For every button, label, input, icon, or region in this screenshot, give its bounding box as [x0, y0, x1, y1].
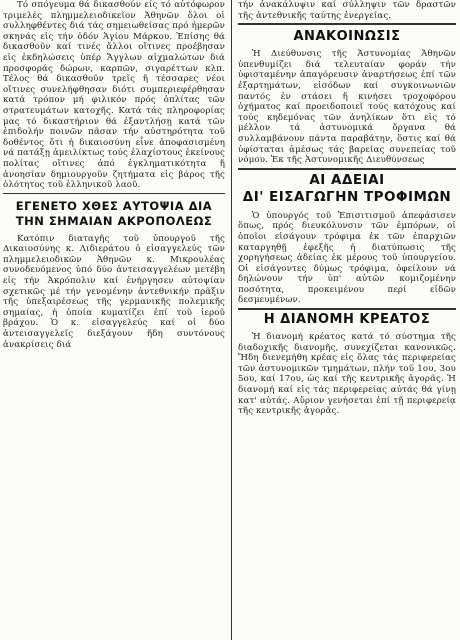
- meat-distribution-text: Ἡ διανομή κρέατος κατά τό σύστημα τῆς διαδοχικῆς διανομῆς, συνεχίζεται κανονικῶς. Ἤδη διενεμήθη κρέας εἰς ὅλας τάς περιφερείας τῶν ἀστυνομικῶν τμημάτων, πλήν τοῦ 1ου, 3ου 5ου, καί 17ου, ὡς καί τῆς κεντρικῆς ἀγορᾶς. Ἡ διανομή καί εἰς τάς περιφερείας αὐτάς θά γίνῃ κατ' αὐτάς. Αὔριον γενήσεται ἐπί τῇ περιφερείᾳ τῆς κεντρικῆς ἀγορᾶς.: [238, 332, 456, 417]
- food-import-headline-line2: ΔΙ' ΕΙΣΑΓΩΓΗΝ ΤΡΟΦΙΜΩΝ: [242, 188, 452, 205]
- column-divider: [231, 0, 232, 640]
- left-column: [3, 0, 225, 640]
- acropolis-flag-text: Κατόπιν διαταγῆς τοῦ ὑπουργοῦ τῆς Δικαιοσύνης κ. Λιδιεράτου ὁ εἰσαγγελεύς τῶν πλημμελειοδικῶν Ἀθηνῶν κ. Μικρουλέας συνοδευόμενος ὑπό δύο ἀντεισαγγελέων μετέβη εἰς τήν Ἀκρόπολιν καί ἐνήργησεν αὐτοψίαν σχετικῶς μέ τήν γενομένην ἀντεθνικήν πρᾶξιν τῆς ὑπεξαιρέσεως τῆς γερμανικῆς πολεμικῆς σημαίας, ἡ ὁποία κυματίζει ἐπί τοῦ ἱεροῦ βράχου. Ὁ κ. εἰσαγγελεύς καί οἱ δύο ἀντεισαγγελεῖς διεξάγουν ἤδη συντόνους ἀνακρίσεις διά: [3, 233, 225, 350]
- food-import-headline-line1: ΑΙ ΑΔΕΙΑΙ: [309, 171, 385, 188]
- section-divider: [238, 168, 456, 170]
- announcement-headline: ΑΝΑΚΟΙΝΩΣΙΣ: [293, 29, 401, 45]
- section-divider: [238, 23, 456, 25]
- food-import-headline: [238, 172, 456, 206]
- article-continuation-text: τήν ἀνακάλυψιν καί σύλληψιν τῶν δραστῶν τῆς ἀντεθνικῆς ταύτης ἐνεργείας.: [238, 0, 456, 21]
- section-divider: [3, 193, 225, 194]
- acropolis-flag-headline: ΕΓΕΝΕΤΟ ΧΘΕΣ ΑΥΤΟΨΙΑ ΔΙΑ ΤΗΝ ΣΗΜΑΙΑΝ ΑΚΡΟΠΟΛΕΩΣ: [15, 198, 213, 228]
- article-trial-text: Τό σπόγευμα θά δικασθούν είς τό αὐτόφωρον τριμελές πλημμελειοδικεῖον Ἀθηνῶν ὅλοι οἱ συλληφθέντες διά τάς σημειωθείσας πρό ἡμερῶν σκηνάς εἰς τήν ὁδόν Ἁγίου Μάρκου. Ἐπίσης θά δικασθοῦν καί τινές ἄλλοι οἵτινες προέβησαν εἰς ἐκδηλώσεις ὑπέρ Ἄγγλων αἰχμαλώτων διά προσφοράς δώρων, καρπῶν, σιγαρέττων κλπ. Τέλος θά δικασθοῦν τρεῖς ἤ τέσσαρες νέοι οἵτινες συνελήφθησαν διότι συμπεριεφέρθησαν κατά τρόπον μή φιλικόν πρός ὁπλίτας τῶν στρατευμάτων κατοχῆς. Κατά τάς πληροφορίας μας τό δικαστήριον θά ἐξαντλήσῃ κατά τῶν ἐπιδολήν ποινῶν πᾶσαν τήν αὐστηρότητα τοῦ δοθέντος ὅτι ἡ δικαιοσύνη εἶνε ἀποφασισμένη νά πατάξῃ ἀμειλίκτως τούς ἐλαχίστους ἐκείνους πολίτας οἵτινες ἀπό ἐγκληματικότητα ἤ ἀνοησίαν δημιουργοῦν ζητήματα εἰς βάρος τῆς ὁλότητος τοῦ ἑλληνικοῦ λαοῦ.: [3, 0, 225, 191]
- meat-distribution-headline: Η ΔΙΑΝΟΜΗ ΚΡΕΑΤΟΣ: [263, 312, 431, 328]
- right-column: [238, 0, 456, 640]
- section-divider: [238, 308, 456, 310]
- announcement-text: Ἡ Διεύθυνσις τῆς Ἀστυνομίας Ἀθηνῶν ὑπενθυμίζει διά τελευταίαν φοράν τήν ὑφισταμένην ἀπαγόρευσιν ἀναρτήσεως ἐπί τῶν ἐξαρτημάτων, εἰσόδων καί συγκοινωνιῶν παντός ἐν στάσει ἤ κινήσει τροχοφόρου ὀχήματος καί προειδοποιεῖ τούς κατόχους καί τούς κηδεμόνας τῶν ἀνηλίκων ὅτι εἰς τό μέλλον τά ἀστυνομικά ὄργανα θά συλλαμβάνουν πάντα παραβάτην, ὅστις καί θά ὑφίσταται ἀμέσως τάς βαρείας συνεπείας τοῦ νόμου. Ἐκ τῆς Ἀστυνομικῆς Διευθύνσεως: [238, 49, 456, 166]
- food-import-text: Ὁ ὑπουργός τοῦ Ἐπισιτισμοῦ ἀπεφάσισεν ὅπως, πρός διευκόλυνσιν τῶν ἐμπόρων, οἱ ὁποῖοι εἰσάγουν τρόφιμα ἐκ τῶν ἐπαρχιῶν καταργηθῇ ἐφεξῆς ἡ διατύπωσις τῆς χορηγήσεως ἀδείας ἐκ μέρους τοῦ ὑπουργείου. Οἱ εἰσάγοντες δύμως τρόφιμα, ὀφείλουν νά δηλώνουν τήν ὑπ' αὐτῶν κομιζομένην ποσότητα, προκειμένου περί εἰδῶν δεσμευμένων.: [238, 210, 456, 306]
